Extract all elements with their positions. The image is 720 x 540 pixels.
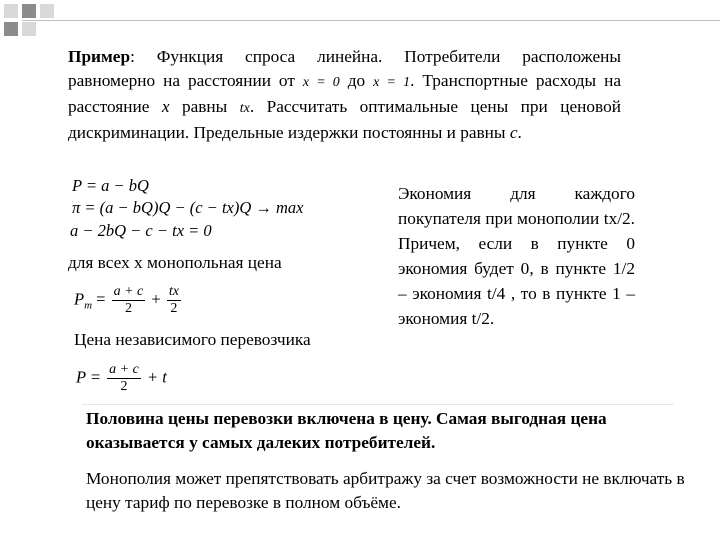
decor-square	[4, 22, 18, 36]
foc-formula: a − 2bQ − c − tx = 0	[70, 221, 212, 240]
independent-carrier-label: Цена независимого перевозчика	[74, 330, 311, 349]
decor-square	[22, 22, 36, 36]
demand-formula: P = a − bQ	[72, 176, 149, 195]
x1-formula: x = 1	[373, 75, 411, 90]
conclusion-plain: Монополия может препятствовать арбитражу за счет возможности не включать в цену тариф по перевозке в полном объёме.	[86, 469, 685, 512]
decor-square	[22, 4, 36, 18]
decor-square	[4, 4, 18, 18]
decor-square	[40, 4, 54, 18]
tx-formula: tx	[239, 101, 250, 116]
example-label: Пример	[68, 47, 131, 66]
top-divider	[22, 20, 720, 21]
monopoly-price-formula: $P_m$ = $\frac{a + c}{2}$ + $\frac{tx}{2}$	[74, 284, 179, 316]
carrier-price-formula: P = $\frac{a + c}{2}$ + t	[76, 362, 167, 394]
savings-explanation: Экономия для каждого покупателя при монополии tx/2. Причем, если в пункте 0 экономия будет 0, в пункте 1/2 – экономия t/4 , то в пункте 1 – экономия t/2.	[398, 184, 635, 328]
x0-formula: x = 0	[302, 75, 340, 90]
problem-statement: Пример: Функция спроса линейна. Потребители расположены равномерно на расстоянии от x = 0 до x = 1. Транспортные расходы на расстояние x равны tx. Рассчитать оптимальные цены при ценовой дискриминации. Предельные издержки постоянны и равны c.	[68, 47, 622, 142]
conclusion-bold: Половина цены перевозки включена в цену. Самая выгодная цена оказывается у самых далеких потребителей.	[86, 409, 607, 452]
profit-formula: π = (a − bQ)Q − (c − tx)Q → max	[72, 198, 304, 217]
monopoly-price-label: для всех x монопольная цена	[68, 253, 282, 272]
